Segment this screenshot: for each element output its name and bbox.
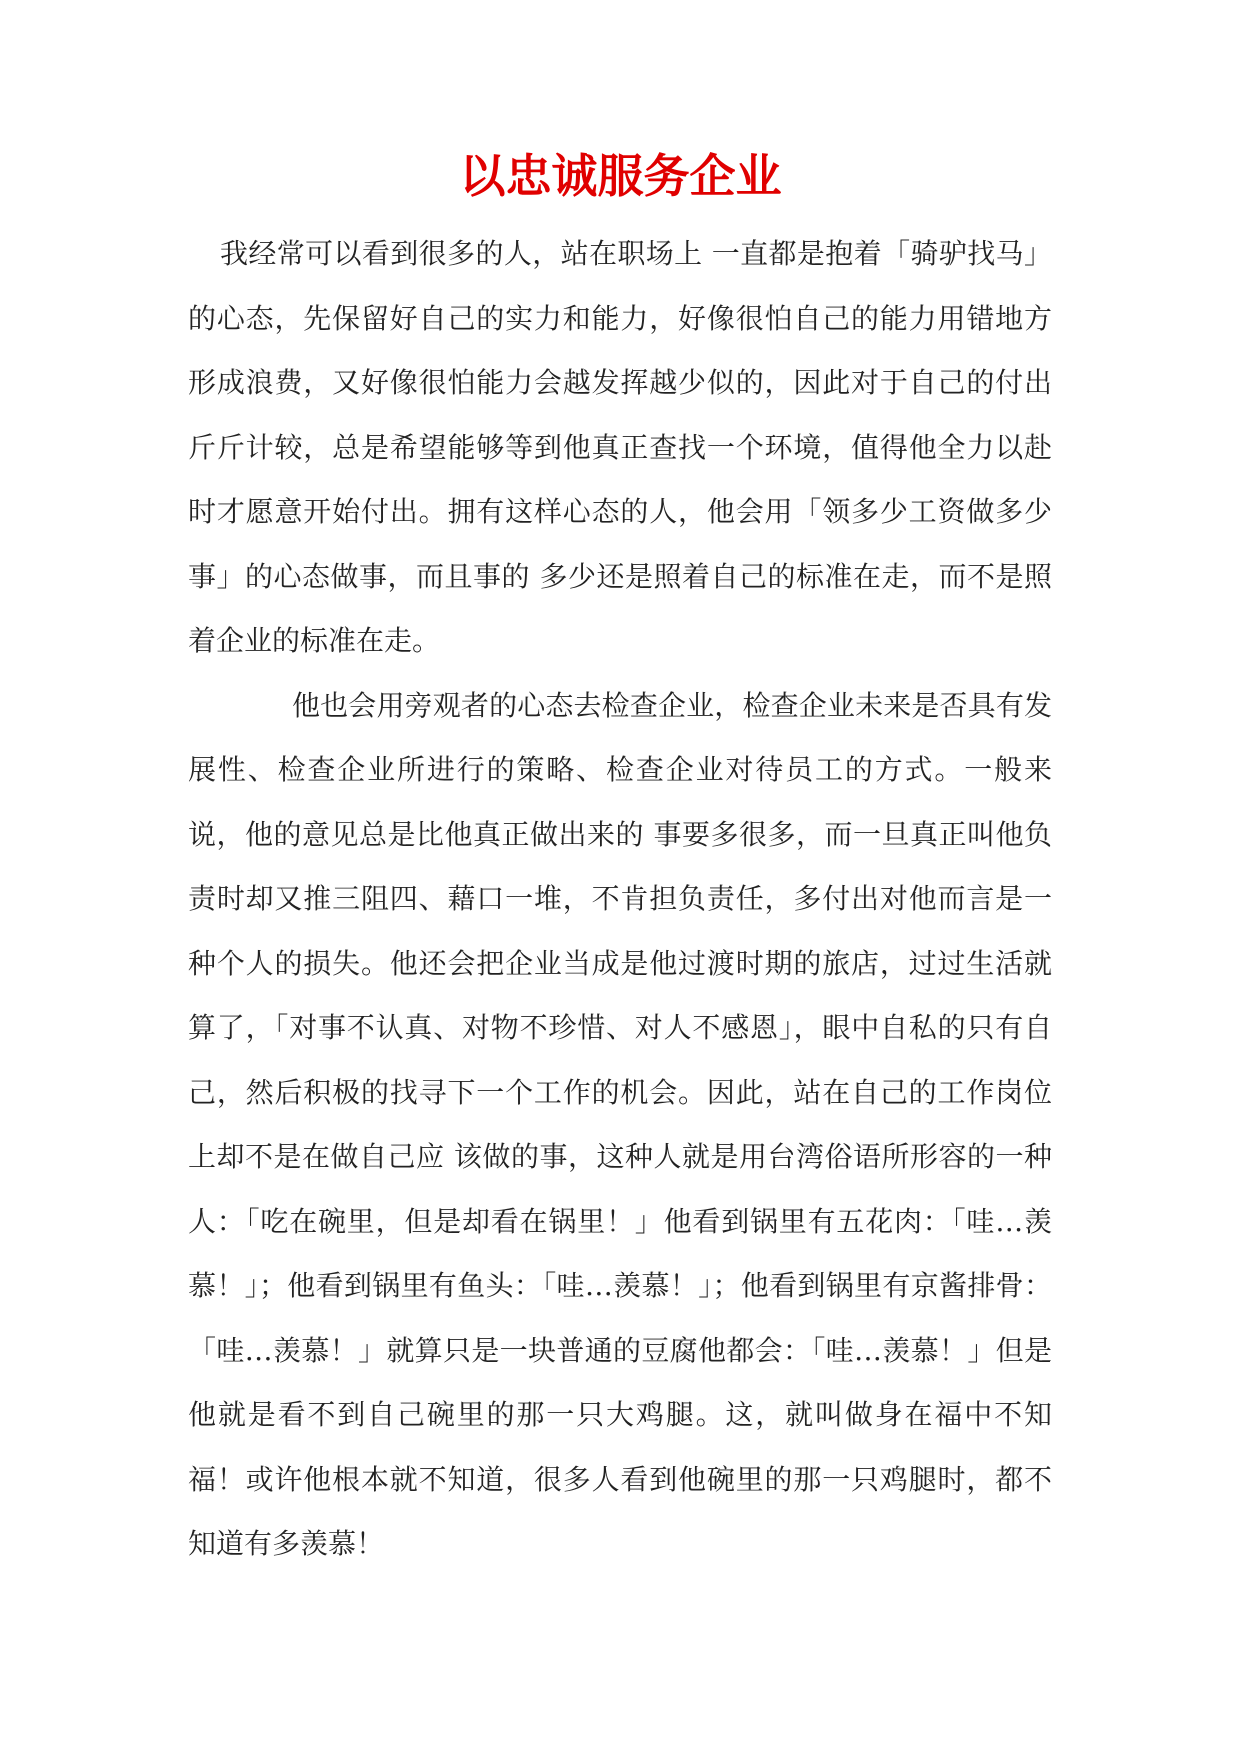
document-title: 以忠诚服务企业 bbox=[459, 149, 782, 203]
document-body bbox=[188, 222, 1052, 1577]
paragraph: 我经常可以看到很多的人，站在职场上 一直都是抱着「骑驴找马」的心态，先保留好自己的实力和能力，好像很怕自己的能力用错地方形成浪费，又好像很怕能力会越发挥越少似的，因此对于自己的付出斤斤计较，总是希望能够等到他真正查找一个环境，值得他全力以赴时才愿意开始付出。拥有这样心态的人，他会用「领多少工资做多少事」的心态做事，而且事的 多少还是照着自己的标准在走，而不是照着企业的标准在走。 bbox=[188, 237, 1052, 657]
paragraph: 他也会用旁观者的心态去检查企业，检查企业未来是否具有发展性、检查企业所进行的策略、检查企业对待员工的方式。一般来说，他的意见总是比他真正做出来的 事要多很多，而一旦真正叫他负责时却又推三阻四、藉口一堆，不肯担负责任，多付出对他而言是一种个人的损失。他还会把企业当成是他过渡时期的旅店，过过生活就算了，「对事不认真、对物不珍惜、对人不感恩」，眼中自私的只有自己，然后积极的找寻下一个工作的机会。因此，站在自己的工作岗位上却不是在做自己应 该做的事，这种人就是用台湾俗语所形容的一种人：「吃在碗里，但是却看在锅里！」他看到锅里有五花肉：「哇…羡慕！」；他看到锅里有鱼头：「哇…羡慕！」；他看到锅里有京酱排骨：「哇…羡慕！」就算只是一块普通的豆腐他都会：「哇…羡慕！」但是他就是看不到自己碗里的那一只大鸡腿。这，就叫做身在福中不知福！或许他根本就不知道，很多人看到他碗里的那一只鸡腿时，都不知道有多羡慕！ bbox=[188, 688, 1052, 1560]
